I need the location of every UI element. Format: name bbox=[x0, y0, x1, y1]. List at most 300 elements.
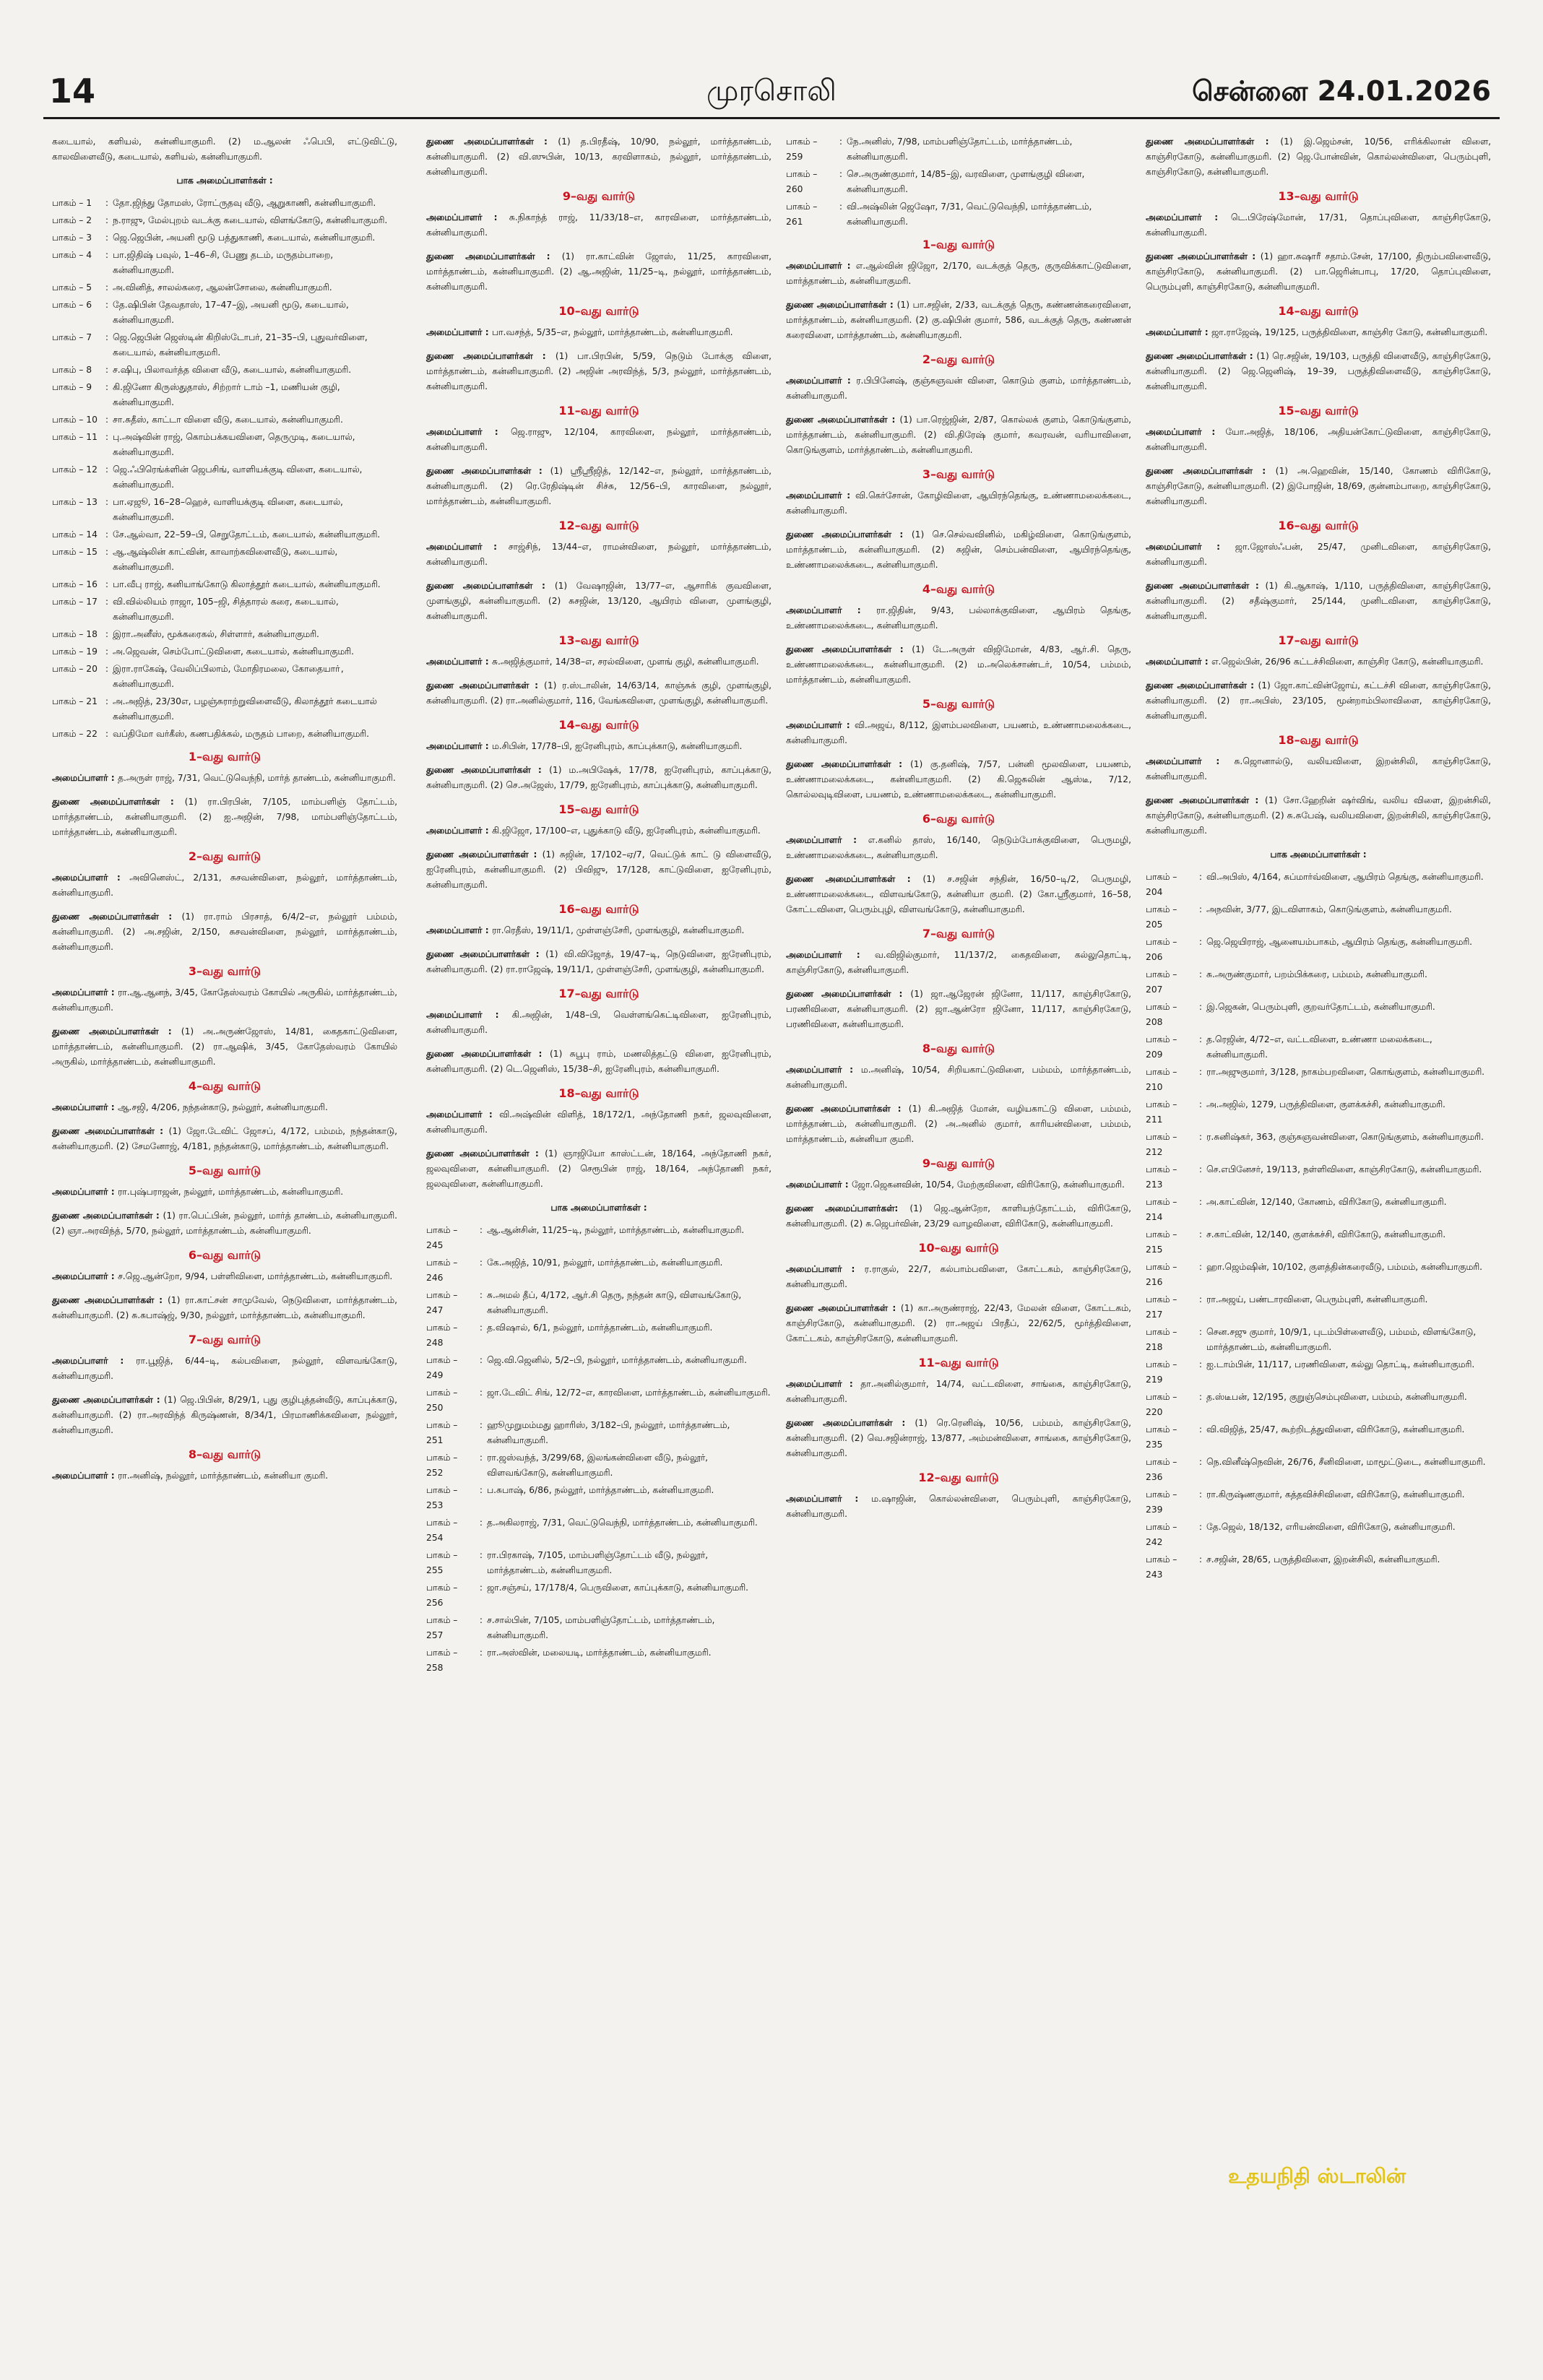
separator: : bbox=[1198, 1002, 1203, 1012]
newspaper-name: முரசொலி bbox=[706, 74, 837, 108]
role-text: (1) சோ.ஹேறின் ஷர்விங், வலிய விளை, இறன்சிலி, காஞ்சிரகோடு, கன்னியாகுமரி. (2) சு.சுபேஷ், வலியவிளை, இறன்சிலி, காஞ்சிரகோடு, கன்னியாகுமரி. bbox=[1146, 795, 1491, 836]
page-number: 14 bbox=[49, 72, 96, 111]
booth-entry bbox=[1146, 1455, 1491, 1485]
booth-number: பாகம் – 204 bbox=[1146, 872, 1177, 897]
ward-heading: 9–வது வார்டு bbox=[562, 189, 636, 203]
booth-number: பாகம் – 210 bbox=[1146, 1067, 1177, 1092]
role-label: துணை அமைப்பாளர்கள் : bbox=[426, 581, 555, 591]
ward-heading: 14–வது வார்டு bbox=[558, 718, 639, 732]
role-label: துணை அமைப்பாளர்கள்: bbox=[786, 1203, 910, 1213]
booth-text: ரா.அஜுகுமார், 3/128, நாகம்பறவிளை, கொங்குளம், கன்னியாகுமரி. bbox=[1206, 1067, 1485, 1077]
role-paragraph bbox=[786, 1416, 1131, 1461]
role-text: (1) கு.தனிஷ், 7/57, பன்னி மூலவிளை, பயணம், உண்ணாமலைக்கடை, கன்னியாகுமரி. (2) கி.ஜெசுலின் ஆஸ்டீ, 7/12, கொல்லவுடிவிளை, பயணம், உண்ணாமலைக்கடை, கன்னியாகுமரி. bbox=[786, 759, 1131, 800]
role-text: ச.ஜெ.ஆன்றோ, 9/94, பள்ளிவிளை, மார்த்தாண்டம், கன்னியாகுமரி. bbox=[117, 1271, 393, 1281]
role-paragraph bbox=[786, 757, 1131, 802]
booth-entry bbox=[52, 380, 397, 410]
separator: : bbox=[479, 1420, 483, 1430]
booth-number: பாகம் – 21 bbox=[52, 696, 98, 706]
role-text: ஜா.ஜோஸ்ஃபன், 25/47, முனிடவிளை, காஞ்சிரகோடு, கன்னியாகுமரி. bbox=[1146, 542, 1491, 567]
role-label: துணை அமைப்பாளர்கள் : bbox=[52, 1211, 163, 1221]
role-label: அமைப்பாளர் : bbox=[1146, 427, 1226, 437]
role-label: துணை அமைப்பாளர்கள் : bbox=[426, 1148, 545, 1159]
role-text: (1) ர.ஸ்டாலின், 14/63/14, காஞ்சுக் குழி, முளங்குழி, கன்னியாகுமரி. (2) ரா.அனில்குமார், 116, வேங்கவிளை, முளங்குழி, கன்னியாகுமரி. bbox=[426, 680, 772, 706]
booth-entry bbox=[1146, 1097, 1491, 1128]
booth-number: பாகம் – 7 bbox=[52, 332, 92, 342]
role-label: அமைப்பாளர் : bbox=[52, 1471, 118, 1481]
booth-number: பாகம் – 218 bbox=[1146, 1327, 1177, 1352]
booth-text: வி.விஜித், 25/47, கூற்றிடத்துவிளை, விரிகோடு, கன்னியாகுமரி. bbox=[1206, 1424, 1465, 1435]
booth-number: பாகம் – 220 bbox=[1146, 1392, 1177, 1417]
ward-heading: 18–வது வார்டு bbox=[1278, 733, 1359, 747]
role-label: அமைப்பாளர் : bbox=[52, 1102, 118, 1112]
role-label: துணை அமைப்பாளர்கள் : bbox=[1146, 680, 1258, 691]
booth-number: பாகம் – 1 bbox=[52, 198, 92, 208]
ward-heading: 17–வது வார்டு bbox=[1278, 633, 1359, 647]
role-label: அமைப்பாளர் : bbox=[786, 1494, 872, 1504]
booth-entry bbox=[52, 213, 397, 228]
role-text: வி.கெர்சோன், கோழிவிளை, ஆயிரந்தெங்கு, உண்ணாமலைக்கடை, கன்னியாகுமரி. bbox=[786, 490, 1131, 516]
role-label: துணை அமைப்பாளர்கள் : bbox=[1146, 251, 1261, 261]
booth-entry bbox=[1146, 1520, 1491, 1550]
ward-heading: 7–வது வார்டு bbox=[922, 927, 995, 940]
ward-heading: 1–வது வார்டு bbox=[188, 750, 262, 763]
role-paragraph bbox=[426, 540, 772, 570]
ward-heading: 7–வது வார்டு bbox=[188, 1333, 262, 1346]
booth-entry bbox=[1146, 1162, 1491, 1193]
role-text: வி.அஜய், 8/112, இளம்பலவிளை, பயணம், உண்ணாமலைக்கடை, கன்னியாகுமரி. bbox=[786, 720, 1131, 745]
role-paragraph bbox=[1146, 325, 1491, 340]
separator: : bbox=[105, 547, 109, 557]
separator: : bbox=[479, 1290, 483, 1300]
booth-text: ஜெ.ஜெபின், அயனி மூடு பத்துகாணி, கடையால், கன்னியாகுமரி. bbox=[113, 233, 376, 243]
role-text: சு.அஜித்குமார், 14/38–எ, சரல்விளை, முளங் குழி, கன்னியாகுமரி. bbox=[491, 657, 759, 667]
role-label: துணை அமைப்பாளர்கள் : bbox=[1146, 795, 1265, 805]
booth-text: சா.சுதீஸ், காட்டா விளை வீடு, கடையால், கன்னியாகுமரி. bbox=[113, 415, 343, 425]
booth-text: ஜா.சஞ்சய், 17/178/4, பெருவிளை, காப்புக்காடு, கன்னியாகுமரி. bbox=[487, 1583, 749, 1593]
role-label: துணை அமைப்பாளர்கள் : bbox=[786, 1303, 901, 1313]
role-label: அமைப்பாளர் : bbox=[786, 605, 876, 615]
booth-text: ந.ராஜு, மேல்புறம் வடக்கு கடையால், விளங்கோடு, கன்னியாகுமரி. bbox=[113, 215, 388, 225]
booth-entry bbox=[1146, 1422, 1491, 1453]
role-paragraph bbox=[52, 1269, 397, 1284]
role-label: துணை அமைப்பாளர்கள் : bbox=[52, 797, 185, 807]
role-label: அமைப்பாளர் : bbox=[786, 1379, 861, 1389]
booth-number: பாகம் – 206 bbox=[1146, 937, 1177, 962]
booth-entry bbox=[1146, 1292, 1491, 1323]
separator: : bbox=[105, 529, 109, 540]
booth-number: பாகம் – 260 bbox=[786, 169, 818, 194]
role-text: எ.ஆல்வின் ஜிஜோ, 2/170, வடக்குத் தெரு, குருவிக்காட்டுவிளை, மார்த்தாண்டம், கன்னியாகுமரி. bbox=[786, 261, 1131, 286]
separator: : bbox=[479, 1453, 483, 1463]
booth-text: ரா.பிரகாஷ், 7/105, மாம்பளிஞ்தோட்டம் வீடு, நல்லூர், மார்த்தாண்டம், கன்னியாகுமரி. bbox=[487, 1550, 709, 1575]
booth-entry bbox=[1146, 1260, 1491, 1290]
role-paragraph bbox=[1146, 464, 1491, 509]
role-label: அமைப்பாளர் : bbox=[786, 1065, 861, 1075]
role-text: (1) ரெ.ரெனிஷ், 10/56, பம்மம், காஞ்சிரகோடு, கன்னியாகுமரி. (2) வெ.சஜின்ராஜ், 13/877, அம்மன்விளை, சாங்கை, காஞ்சிரகோடு, கன்னியாகுமரி. bbox=[786, 1418, 1131, 1458]
role-paragraph bbox=[52, 1024, 397, 1070]
separator: : bbox=[105, 332, 109, 342]
separator: : bbox=[839, 202, 843, 212]
role-text: (1) கி.அஜித் மோன், வழியகாட்டு விளை, பம்மம், மார்த்தாண்டம், கன்னியாகுமரி. (2) அ.அனில் குமார், காரியன்விளை, பம்மம், மார்த்தாண்டம், கன்னியா குமரி. bbox=[786, 1104, 1131, 1144]
role-label: துணை அமைப்பாளர்கள் : bbox=[786, 1104, 909, 1114]
booth-entry bbox=[52, 545, 397, 575]
booth-entry bbox=[1146, 870, 1491, 900]
role-label: அமைப்பாளர் : bbox=[426, 657, 492, 667]
role-text: கி.அஜின், 1/48–பி, வெள்ளங்கெட்டிவிளை, ஐரேனிபுரம், கன்னியாகுமரி. bbox=[426, 1010, 772, 1035]
booth-text: கி.ஜினோ கிருஸ்துதாஸ், சிற்றார் டாம் –1, மணியன் குழி, கன்னியாகுமரி. bbox=[113, 382, 340, 407]
booth-text: ர.சுனிஷ்கர், 363, குஞ்சுஞவன்விளை, கொடுங்குளம், கன்னியாகுமரி. bbox=[1206, 1132, 1484, 1142]
role-paragraph bbox=[426, 134, 772, 180]
role-paragraph bbox=[786, 1063, 1131, 1093]
separator: : bbox=[479, 1518, 483, 1528]
column-4 bbox=[1146, 134, 1491, 1585]
role-label: துணை அமைப்பாளர்கள் : bbox=[426, 251, 562, 261]
role-label: துணை அமைப்பாளர்கள் : bbox=[786, 415, 900, 425]
booth-text: த.அகிலராஜ், 7/31, வெட்டுவெந்நி, மார்த்தாண்டம், கன்னியாகுமரி. bbox=[487, 1518, 758, 1528]
role-text: ஜெ.ராஜு, 12/104, காரவிளை, நல்லூர், மார்த்தாண்டம், கன்னியாகுமரி. bbox=[426, 427, 772, 452]
role-text: (1) ஜெ.ஆன்றோ, காளியந்தோட்டம், விரிகோடு, கன்னியாகுமரி. (2) சு.ஜெபர்வின், 23/29 வாழவிளை, விரிகோடு, கன்னியாகுமரி. bbox=[786, 1203, 1131, 1229]
role-label: அமைப்பாளர் : bbox=[786, 720, 855, 730]
booth-entry bbox=[52, 727, 397, 742]
role-label: அமைப்பாளர் : bbox=[426, 925, 492, 935]
role-text: (1) ம.அபிஷேக், 17/78, ஐரேனிபுரம், காப்புக்காடு, கன்னியாகுமரி. (2) செ.அஜேஸ், 17/79, ஐரேனிபுரம், காப்புக்காடு, கன்னியாகுமரி. bbox=[426, 765, 772, 790]
ward-heading: 14–வது வார்டு bbox=[1278, 304, 1359, 318]
role-paragraph bbox=[786, 1177, 1131, 1193]
ward-heading: 13–வது வார்டு bbox=[1278, 189, 1359, 203]
role-text: ரா.பூஜித், 6/44–டி, கல்பவிளை, நல்லூர், விளவங்கோடு, கன்னியாகுமரி. bbox=[52, 1356, 397, 1381]
role-label: அமைப்பாளர் : bbox=[52, 987, 118, 998]
booth-number: பாகம் – 247 bbox=[426, 1290, 458, 1315]
role-paragraph bbox=[52, 1293, 397, 1323]
role-paragraph bbox=[52, 909, 397, 955]
role-paragraph bbox=[786, 1301, 1131, 1346]
booth-entry bbox=[1146, 1552, 1491, 1583]
role-text: (1) ச.சஜின் சந்தின், 16/50–டி/2, பெருமழி, உண்ணாமலைக்கடை, விளவங்கோடு, கன்னியா குமரி. (2) கோ.ஸ்ரீகுமார், 16–58, கோட்டவிளை, பெரும்புழி, விளவங்கோடு, கன்னியாகுமரி. bbox=[786, 874, 1132, 914]
role-text: (1) ஜோ.டேவிட் ஜோசப், 4/172, பம்மம், நந்தன்காடு, கன்னியாகுமரி. (2) சேமனோஜ், 4/181, நந்தன்காடு, மார்த்தாண்டம், கன்னியாகுமரி. bbox=[52, 1126, 397, 1151]
ward-heading: 12–வது வார்டு bbox=[918, 1471, 999, 1484]
booth-text: ஜெ.வி.ஜெனில், 5/2–பி, நல்லூர், மார்த்தாண்டம், கன்னியாகுமரி. bbox=[487, 1355, 747, 1365]
role-text: ஜோ.ஜெகனவின், 10/54, மேற்குவிளை, விரிகோடு, கன்னியாகுமரி. bbox=[851, 1180, 1125, 1190]
ward-heading: 3–வது வார்டு bbox=[188, 964, 262, 978]
ward-heading: 8–வது வார்டு bbox=[922, 1042, 995, 1055]
booth-text: தோ.ஜிந்து தோமஸ், ரோட்ருதவு வீடு, ஆறுகாணி, கன்னியாகுமரி. bbox=[113, 198, 376, 208]
separator: : bbox=[1198, 937, 1203, 947]
role-text: (1) ஹா.சுஷாரீ சதாம்.சேன், 17/100, திரும்பவிளைவீடு, காஞ்சிரகோடு, கன்னியாகுமரி. (2) பா.ஜெரின்பாபு, 17/20, தொப்புவிளை, பெரும்புளி, காஞ்சிரகோடு, கன்னியாகுமரி. bbox=[1146, 251, 1491, 292]
booth-number: பாகம் – 257 bbox=[426, 1615, 458, 1640]
section-subheading: பாக அமைப்பாளர்கள் : bbox=[550, 1203, 647, 1213]
booth-text: ரா.அஜய், பண்டாரவிளை, பெரும்புளி, கன்னியாகுமரி. bbox=[1206, 1294, 1428, 1304]
role-text: யோ.அஜித், 18/106, அதியன்கோட்டுவிளை, காஞ்சிரகோடு, கன்னியாகுமரி. bbox=[1146, 427, 1491, 452]
separator: : bbox=[479, 1648, 483, 1658]
separator: : bbox=[1198, 1424, 1203, 1435]
role-paragraph bbox=[1146, 349, 1491, 394]
header-rule bbox=[43, 117, 1500, 119]
separator: : bbox=[1198, 1164, 1203, 1174]
role-text: (1) கி.ஆகாஷ், 1/110, பருத்திவிளை, காஞ்சிரகோடு, கன்னியாகுமரி. (2) சதீஷ்குமார், 25/144, முனிடவிளை, காஞ்சிரகோடு, கன்னியாகுமரி. bbox=[1146, 581, 1491, 621]
separator: : bbox=[105, 300, 109, 310]
separator: : bbox=[105, 629, 109, 639]
role-paragraph bbox=[426, 1107, 772, 1138]
role-text: (1) ஜா.ஆஜேரன் ஜினோ, 11/117, காஞ்சிரகோடு, பரணிவிளை, கன்னியாகுமரி. (2) ஜா.ஆன்ரோ ஜினோ, 11/117, காஞ்சிரகோடு, பரணிவிளை, கன்னியாகுமரி. bbox=[786, 989, 1131, 1029]
role-text: (1) பா.ரெஜ்ஜின், 2/87, கொல்லக் குளம், கொடுங்குளம், மார்த்தாண்டம், கன்னியாகுமரி. (2) வி.திரேஷ் குமார், கவரவன், வரியாவிளை, கொடுங்குளம், மார்த்தாண்டம், கன்னியாகுமரி. bbox=[786, 415, 1131, 455]
booth-entry bbox=[786, 167, 1131, 197]
ward-heading: 8–வது வார்டு bbox=[188, 1448, 262, 1461]
booth-text: ஆ.ஆஷ்லின் காட்வின், காவாற்கவிளைவீடு, கடையால், கன்னியாகுமரி. bbox=[113, 547, 338, 572]
role-label: துணை அமைப்பாளர்கள் : bbox=[52, 1126, 169, 1136]
booth-text: தே.ஜெல், 18/132, எரியன்விளை, விரிகோடு, கன்னியாகுமரி. bbox=[1206, 1522, 1456, 1532]
booth-number: பாகம் – 259 bbox=[786, 137, 818, 162]
booth-text: ஆ.ஆன்சின், 11/25–டி, நல்லூர், மார்த்தாண்டம், கன்னியாகுமரி. bbox=[487, 1225, 745, 1235]
booth-entry bbox=[52, 298, 397, 328]
role-paragraph bbox=[786, 373, 1131, 404]
role-paragraph bbox=[1146, 134, 1491, 180]
booth-text: செ.எபினேசர், 19/113, நள்ளிவிளை, காஞ்சிரகோடு, கன்னியாகுமரி. bbox=[1206, 1164, 1482, 1174]
booth-entry bbox=[426, 1320, 772, 1351]
booth-entry bbox=[52, 644, 397, 659]
role-text: (1) ரா.பெட்பின், நல்லூர், மார்த் தாண்டம், கன்னியாகுமரி. (2) ஞா.அரவிந்த், 5/70, நல்லூர், மார்த்தாண்டம், கன்னியாகுமரி. bbox=[52, 1211, 398, 1236]
booth-number: பாகம் – 10 bbox=[52, 415, 98, 425]
role-text: ரா.ஆ.ஆனந், 3/45, கோதேஸ்வரம் கோயில் அருகில், மார்த்தாண்டம், கன்னியாகுமரி. bbox=[52, 987, 397, 1013]
role-label: அமைப்பாளர் : bbox=[786, 261, 856, 271]
booth-number: பாகம் – 248 bbox=[426, 1323, 458, 1348]
role-label: அமைப்பாளர் : bbox=[52, 873, 130, 883]
booth-entry bbox=[426, 1353, 772, 1383]
role-paragraph bbox=[52, 1393, 397, 1438]
role-text: (1) பா.சஜின், 2/33, வடக்குத் தெரு, கண்ணன்கரைவிளை, மார்த்தாண்டம், கன்னியாகுமரி. (2) கு.ஷிபின் குமார், 586, வடக்குத் தெரு, கண்ணன் கரைவிளை, மார்த்தாண்டம், கன்னியாகுமரி. bbox=[786, 300, 1131, 340]
role-paragraph bbox=[426, 1008, 772, 1038]
role-paragraph bbox=[426, 249, 772, 295]
booth-text: ச.ஷிபு, பிலாவர்த்த விளை வீடு, கடையால், கன்னியாகுமரி. bbox=[113, 365, 352, 375]
role-label: அமைப்பாளர் : bbox=[1146, 542, 1235, 552]
booth-number: பாகம் – 213 bbox=[1146, 1164, 1177, 1190]
role-paragraph bbox=[786, 987, 1131, 1032]
booth-entry bbox=[426, 1385, 772, 1416]
separator: : bbox=[479, 1225, 483, 1235]
role-text: (1) பா.பிரபின், 5/59, நெடும் போக்கு விளை, மார்த்தாண்டம், கன்னியாகுமரி. (2) அஜின் அரவிந்த், 5/3, நல்லூர், மார்த்தாண்டம், கன்னியாகுமரி. bbox=[426, 351, 772, 391]
separator: : bbox=[1198, 1262, 1203, 1272]
role-paragraph bbox=[1146, 425, 1491, 455]
role-paragraph bbox=[786, 259, 1131, 289]
separator: : bbox=[105, 729, 109, 739]
role-text: ஜா.ராஜேஷ், 19/125, பருத்திவிளை, காஞ்சிர கோடு, கன்னியாகுமரி. bbox=[1211, 327, 1488, 337]
separator: : bbox=[105, 646, 109, 657]
role-text: தா.அனில்குமார், 14/74, வட்டவிளை, சாங்கை, காஞ்சிரகோடு, கன்னியாகுமரி. bbox=[786, 1379, 1131, 1404]
booth-text: கே.அஜித், 10/91, நல்லூர், மார்த்தாண்டம், கன்னியாகுமரி. bbox=[487, 1258, 723, 1268]
booth-entry bbox=[426, 1255, 772, 1286]
role-paragraph bbox=[1146, 654, 1491, 670]
role-paragraph bbox=[786, 412, 1131, 458]
role-text: (1) செ.செல்வவினில், மகிழ்விளை, கொடுங்குளம், மார்த்தாண்டம், கன்னியாகுமரி. (2) சுஜின், செம்பன்விளை, ஆயிரந்தெங்கு, உண்ணாமலைக்கடை, கன்னியாகுமரி. bbox=[786, 529, 1131, 570]
role-text: (1) ரா.பிரபின், 7/105, மாம்பளிஞ் தோட்டம், மார்த்தாண்டம், கன்னியாகுமரி. (2) ஐ.அஜின், 7/98, மாம்பளிஞ்தோட்டம், மார்த்தாண்டம், கன்னியாகுமரி. bbox=[52, 797, 397, 837]
role-text: டெ.பிரேஷ்மோன், 17/31, தொப்புவிளை, காஞ்சிரகோடு, கன்னியாகுமரி. bbox=[1146, 212, 1491, 238]
role-text: (1) ரா.காட்சன் சாமுவேல், நெடுவிளை, மார்த்தாண்டம், கன்னியாகுமரி. (2) சு.சுபாஷ்ஜ், 9/30, நல்லூர், மார்த்தாண்டம், கன்னியாகுமரி. bbox=[52, 1295, 397, 1320]
booth-entry bbox=[1146, 1390, 1491, 1420]
ward-heading: 5–வது வார்டு bbox=[188, 1164, 262, 1177]
separator: : bbox=[1198, 1132, 1203, 1142]
booth-entry bbox=[52, 662, 397, 692]
role-paragraph bbox=[1146, 249, 1491, 295]
role-text: பா.வசந்த், 5/35–எ, நல்லூர், மார்த்தாண்டம், கன்னியாகுமரி. bbox=[491, 327, 733, 337]
role-label: துணை அமைப்பாளர்கள் : bbox=[52, 1295, 168, 1305]
role-paragraph bbox=[52, 795, 397, 840]
ward-heading: 1–வது வார்டு bbox=[922, 238, 995, 251]
booth-number: பாகம் – 236 bbox=[1146, 1457, 1177, 1482]
booth-entry bbox=[786, 134, 1131, 165]
booth-text: ஹூமுறுமம்மது ஹாரிஸ், 3/182–பி, நல்லூர், மார்த்தாண்டம், கன்னியாகுமரி. bbox=[487, 1420, 730, 1445]
role-paragraph bbox=[786, 1492, 1131, 1522]
booth-entry bbox=[52, 462, 397, 493]
role-text: ரா.ஜிதின், 9/43, பல்லாக்குவிளை, ஆயிரம் தெங்கு, உண்ணாமலைக்கடை, கன்னியாகுமரி. bbox=[786, 605, 1131, 631]
ward-heading: 9–வது வார்டு bbox=[922, 1156, 995, 1170]
booth-text: ரா.கிருஷ்ணகுமார், கத்தவிச்சிவிளை, விரிகோடு, கன்னியாகுமரி. bbox=[1206, 1489, 1465, 1500]
booth-number: பாகம் – 261 bbox=[786, 202, 818, 227]
booth-text: நெ.வினீஷ்நெவின், 26/76, சீனிவிளை, மாமூட்டுடை, கன்னியாகுமரி. bbox=[1206, 1457, 1486, 1467]
section-subheading: பாக அமைப்பாளர்கள் : bbox=[1270, 849, 1367, 860]
booth-entry bbox=[1146, 1032, 1491, 1063]
ward-heading: 4–வது வார்டு bbox=[188, 1079, 262, 1093]
separator: : bbox=[105, 382, 109, 392]
role-paragraph bbox=[426, 739, 772, 754]
booth-text: ச.சால்பின், 7/105, மாம்பளிஞ்தோட்டம், மார்த்தாண்டம், கன்னியாகுமரி. bbox=[487, 1615, 715, 1640]
booth-entry bbox=[426, 1450, 772, 1481]
ward-heading: 2–வது வார்டு bbox=[922, 352, 995, 366]
booth-number: பாகம் – 253 bbox=[426, 1485, 458, 1510]
role-text: (1) த.பிரதீஷ், 10/90, நல்லூர், மார்த்தாண்டம், கன்னியாகுமரி. (2) வி.ஸுபின், 10/13, கரவிளாகம், நல்லூர், மார்த்தாண்டம், கன்னியாகுமரி. bbox=[426, 137, 772, 177]
role-label: துணை அமைப்பாளர்கள் : bbox=[1146, 466, 1276, 476]
ward-heading: 15–வது வார்டு bbox=[558, 802, 639, 816]
role-paragraph bbox=[52, 1100, 397, 1115]
role-paragraph bbox=[426, 654, 772, 670]
ward-heading: 11–வது வார்டு bbox=[558, 404, 639, 417]
role-text: (1) டே.அருள் விஜிமோன், 4/83, ஆர்.சி. தெரு, உண்ணாமலைக்கடை, கன்னியாகுமரி. (2) ம.அலெக்சாண்டர், 10/54, பம்மம், மார்த்தாண்டம், கன்னியாகுமரி. bbox=[786, 644, 1131, 685]
booth-entry bbox=[426, 1515, 772, 1546]
role-text: (1) அ.ஹெவின், 15/140, கோணம் விரிகோடு, காஞ்சிரகோடு, கன்னியாகுமரி. (2) இபோஜின், 18/69, குன்னம்பாறை, காஞ்சிரகோடு, கன்னியாகுமரி. bbox=[1146, 466, 1491, 506]
booth-entry bbox=[1146, 1130, 1491, 1160]
booth-text: பு.அஷ்வின் ராஜ், கொம்பக்கயவிளை, தெருமுடி, கடையால், கன்னியாகுமரி. bbox=[113, 432, 355, 457]
booth-number: பாகம் – 208 bbox=[1146, 1002, 1177, 1027]
role-text: (1) கா.அருண்ராஜ், 22/43, மேலன் விளை, கோட்டகம், காஞ்சிரகோடு, கன்னியாகுமரி. (2) ரா.அஜய் பிரதீப், 22/62/5, மூர்த்திவிளை, கோட்டகம், காஞ்சிரகோடு, கன்னியாகுமரி. bbox=[786, 1303, 1131, 1343]
role-text: (1) ஜோ.காட்வின்ஜோய், கட்டச்சி விளை, காஞ்சிரகோடு, கன்னியாகுமரி. (2) ரா.அபிஸ், 23/105, மூன்றாம்பிலாவிளை, காஞ்சிரகோடு, கன்னியாகுமரி. bbox=[1146, 680, 1491, 721]
role-paragraph bbox=[52, 870, 397, 901]
booth-entry bbox=[426, 1645, 772, 1676]
role-label: துணை அமைப்பாளர்கள் : bbox=[786, 989, 911, 999]
role-paragraph bbox=[786, 1262, 1131, 1292]
booth-entry bbox=[52, 248, 397, 278]
role-text: வ.விஜில்குமார், 11/137/2, கைதவிளை, கல்லுதொட்டி, காஞ்சிரகோடு, கன்னியாகுமரி. bbox=[786, 950, 1131, 975]
separator: : bbox=[1198, 1197, 1203, 1207]
separator: : bbox=[839, 169, 843, 179]
role-text: (1) இ.ஜெம்சன், 10/56, எரிக்கிலான் விளை, காஞ்சிரகோடு, கன்னியாகுமரி. (2) ஜெ.போன்வின், கொல்லன்விளை, பெரும்புளி, காஞ்சிரகோடு, கன்னியாகுமரி. bbox=[1146, 137, 1491, 177]
role-text: கி.ஜிஜோ, 17/100–எ, புதுக்காடு வீடு, ஐரேனிபுரம், கன்னியாகுமரி. bbox=[491, 826, 761, 836]
booth-text: பா.ஏஜூ, 16–28–ஹெச், வாளியக்குடி விளை, கடையால், கன்னியாகுமரி. bbox=[113, 497, 343, 522]
booth-number: பாகம் – 3 bbox=[52, 233, 92, 243]
role-text: அவினெஸ்ட், 2/131, சுசவன்விளை, நல்லூர், மார்த்தாண்டம், கன்னியாகுமரி. bbox=[52, 873, 397, 898]
booth-text: வப்திமோ வர்கீஸ், கணபதிக்கல், மருதம் பாறை, கன்னியாகுமரி. bbox=[113, 729, 370, 739]
booth-entry bbox=[426, 1223, 772, 1253]
booth-entry bbox=[426, 1418, 772, 1448]
role-label: துணை அமைப்பாளர்கள் : bbox=[52, 1026, 181, 1037]
booth-number: பாகம் – 256 bbox=[426, 1583, 458, 1608]
booth-number: பாகம் – 215 bbox=[1146, 1229, 1177, 1255]
role-paragraph bbox=[786, 603, 1131, 633]
booth-text: ஜா.டேவிட் சிங், 12/72–எ, காரவிளை, மார்த்தாண்டம், கன்னியாகுமரி. bbox=[487, 1388, 771, 1398]
role-paragraph bbox=[52, 771, 397, 786]
booth-entry bbox=[52, 412, 397, 428]
role-text: ம.அனிஷ், 10/54, சிறியகாட்டுவிளை, பம்மம், மார்த்தாண்டம், கன்னியாகுமரி. bbox=[786, 1065, 1131, 1090]
role-text: (1) சுஜின், 17/102–ஏ/7, வெட்டுக் காட் டு விளைவீடு, ஐரேனிபுரம், கன்னியாகுமரி. (2) பிவிஜு, 17/128, காட்டுவிளை, ஐரேனிபுரம், கன்னியாகுமரி. bbox=[426, 849, 772, 890]
role-label: துணை அமைப்பாளர்கள் : bbox=[1146, 351, 1257, 361]
booth-number: பாகம் – 252 bbox=[426, 1453, 458, 1478]
role-label: அமைப்பாளர் : bbox=[52, 1271, 118, 1281]
role-paragraph bbox=[1146, 678, 1491, 724]
role-paragraph bbox=[426, 763, 772, 793]
separator: : bbox=[1198, 969, 1203, 979]
role-paragraph bbox=[426, 947, 772, 977]
role-label: துணை அமைப்பாளர்கள் : bbox=[426, 466, 550, 476]
role-label: துணை அமைப்பாளர்கள் : bbox=[426, 351, 556, 361]
booth-text: ஜெ.ஜெபின் ஜெஸ்டின் கிறிஸ்டோபர், 21–35–பி, புதுவர்விளை, கடையால், கன்னியாகுமரி. bbox=[113, 332, 368, 358]
role-label: அமைப்பாளர் : bbox=[426, 826, 492, 836]
booth-text: செ.அருண்குமார், 14/85–இ, வரவிளை, முளங்குழி விளை, கன்னியாகுமரி. bbox=[847, 169, 1085, 194]
role-text: சு.நிகாந்த் ராஜ், 11/33/18–எ, காரவிளை, மார்த்தாண்டம், கன்னியாகுமரி. bbox=[426, 212, 772, 238]
separator: : bbox=[1198, 1034, 1203, 1044]
separator: : bbox=[105, 282, 109, 293]
role-paragraph bbox=[786, 527, 1131, 573]
separator: : bbox=[479, 1355, 483, 1365]
ward-heading: 13–வது வார்டு bbox=[558, 633, 639, 647]
separator: : bbox=[1198, 1099, 1203, 1109]
role-text: ரா.அனிஷ், நல்லூர், மார்த்தாண்டம், கன்னியா குமரி. bbox=[117, 1471, 329, 1481]
booth-number: பாகம் – 15 bbox=[52, 547, 98, 557]
role-paragraph bbox=[52, 1208, 397, 1239]
booth-number: பாகம் – 245 bbox=[426, 1225, 458, 1250]
separator: : bbox=[105, 415, 109, 425]
booth-number: பாகம் – 18 bbox=[52, 629, 98, 639]
booth-number: பாகம் – 211 bbox=[1146, 1099, 1177, 1125]
booth-text: அ.அஜில், 1279, பருத்திவிளை, குளக்கச்சி, கன்னியாகுமரி. bbox=[1206, 1099, 1445, 1109]
role-text: ர.ராகுல், 22/7, கல்பாம்பவிளை, கோட்டகம், காஞ்சிரகோடு, கன்னியாகுமரி. bbox=[786, 1264, 1131, 1289]
role-label: அமைப்பாளர் : bbox=[1146, 756, 1235, 766]
role-paragraph bbox=[786, 948, 1131, 978]
ward-heading: 6–வது வார்டு bbox=[188, 1248, 262, 1262]
role-text: வி.அஷ்வின் விளித், 18/172/1, அந்தோணி நகர், ஜலவுவிளை, கன்னியாகுமரி. bbox=[426, 1109, 772, 1135]
booth-number: பாகம் – 258 bbox=[426, 1648, 458, 1673]
booth-entry bbox=[52, 577, 397, 592]
role-text: (1) ஜெ.பிபின், 8/29/1, புது குழிபுத்தன்வீடு, காப்புக்காடு, கன்னியாகுமரி. (2) ரா.அரவிந்த் கிருஷ்ணன், 8/34/1, பிரமாணிக்கவிளை, நல்லூர், கன்னியாகுமரி. bbox=[52, 1395, 397, 1435]
role-paragraph bbox=[52, 1468, 397, 1484]
page-header bbox=[0, 69, 1543, 113]
booth-number: பாகம் – 6 bbox=[52, 300, 92, 310]
signature: உதயநிதி ஸ்டாலின் bbox=[1228, 2164, 1406, 2188]
booth-entry bbox=[52, 627, 397, 642]
ward-heading: 10–வது வார்டு bbox=[558, 304, 639, 318]
role-text: (1) ஸ்ரீஸ்ரீஜித், 12/142–எ, நல்லூர், மார்த்தாண்டம், கன்னியாகுமரி. (2) ரெ.ரேதிஷ்டின் சிச்சு, 12/56–பி, காரவிளை, நல்லூர், மார்த்தாண்டம், கன்னியாகுமரி. bbox=[426, 466, 772, 506]
booth-entry bbox=[52, 527, 397, 542]
role-paragraph bbox=[786, 718, 1131, 748]
role-label: அமைப்பாளர் : bbox=[786, 950, 875, 960]
booth-text: ஜெ.ஜெயிராஜ், ஆனையம்பாகம், ஆயிரம் தெங்கு, கன்னியாகுமரி. bbox=[1206, 937, 1473, 947]
booth-text: தே.ஷிபின் தேவதாஸ், 17–47–இ, அயனி மூடு, கடையால், கன்னியாகுமரி. bbox=[113, 300, 349, 325]
role-text: (1) அ.அருண்ஜோஸ், 14/81, கைதகாட்டுவிளை, மார்த்தாண்டம், கன்னியாகுமரி. (2) ரா.ஆஷிக், 3/45, கோதேஸ்வரம் கோயில் அருகில், மார்த்தாண்டம், கன்னியாகுமரி. bbox=[52, 1026, 397, 1067]
booth-text: ரா.ஜஸ்வந்த், 3/299/68, இலங்கன்விளை வீடு, நல்லூர், விளவங்கோடு, கன்னியாகுமரி. bbox=[487, 1453, 709, 1478]
booth-number: பாகம் – 242 bbox=[1146, 1522, 1177, 1547]
role-label: அமைப்பாளர் : bbox=[786, 1180, 852, 1190]
role-label: துணை அமைப்பாளர்கள் : bbox=[426, 1049, 550, 1059]
separator: : bbox=[105, 464, 109, 475]
booth-number: பாகம் – 255 bbox=[426, 1550, 458, 1575]
role-text: (1) ஞாஜியோ காஸ்ட்டன், 18/164, அந்தோணி நகர், ஜலவுவிளை, கன்னியாகுமரி. (2) செரூபின் ராஜ், 18/164, அந்தோணி நகர், ஜலவுவிளை, கன்னியாகுமரி. bbox=[426, 1148, 772, 1189]
role-label: அமைப்பாளர் : bbox=[786, 376, 857, 386]
